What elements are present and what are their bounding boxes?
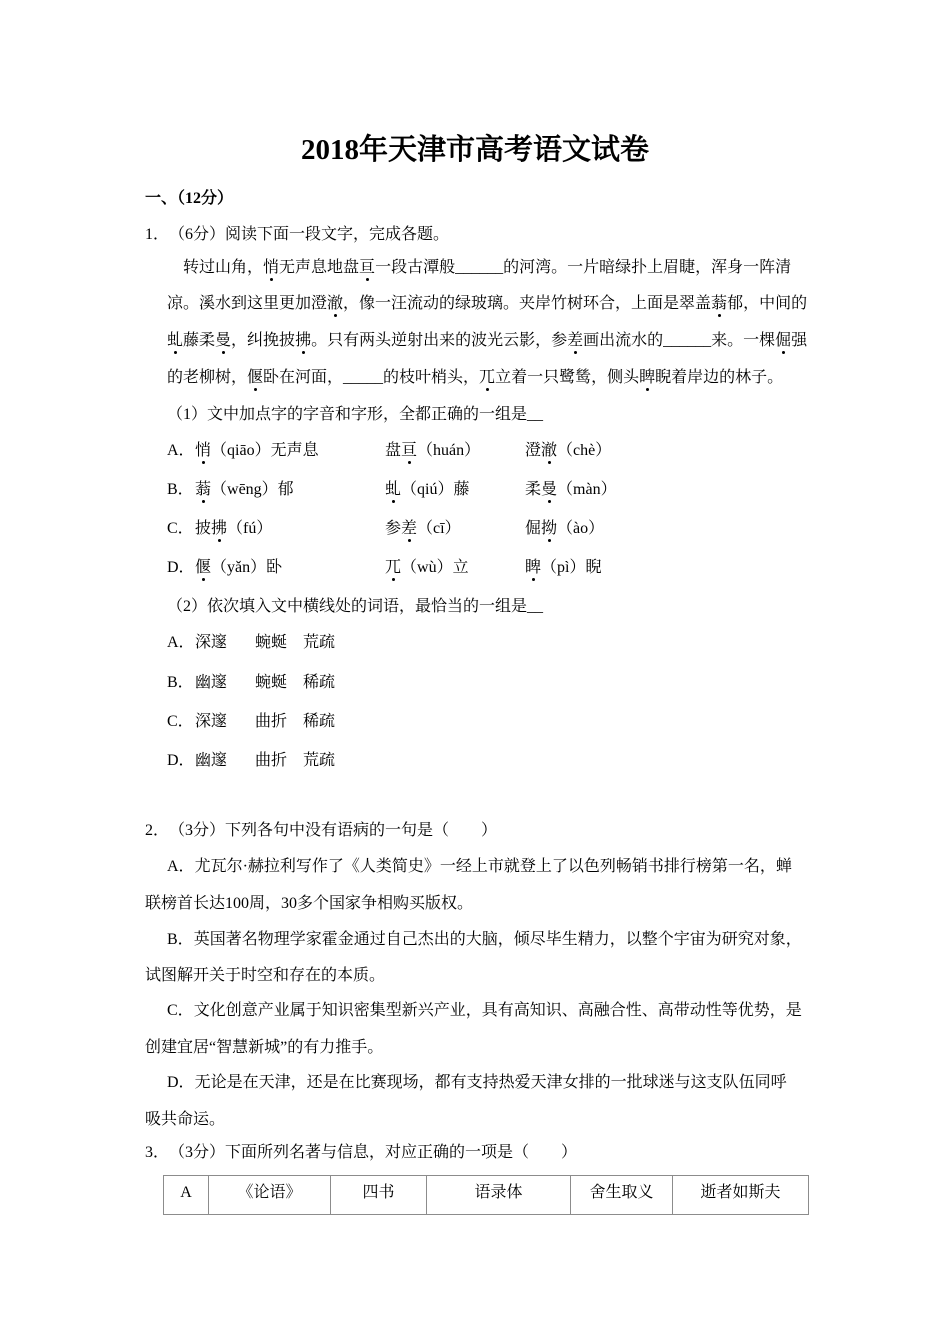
emphasized-char: 差 bbox=[401, 517, 417, 541]
option-text: （chè） bbox=[557, 442, 612, 459]
emphasized-char: 差 bbox=[567, 329, 583, 353]
emphasized-char: 曼 bbox=[215, 329, 231, 353]
option-label: A． bbox=[167, 858, 195, 875]
emphasized-char: 拂 bbox=[295, 329, 311, 353]
emphasized-char: 亘 bbox=[401, 439, 417, 463]
option-label: C． bbox=[167, 713, 194, 730]
option-text: 澄 bbox=[525, 442, 542, 459]
option-text: 文化创意产业属于知识密集型新兴产业，具有高知识、高融合性、高带动性等优势，是 bbox=[193, 1002, 802, 1019]
emphasized-char: 睥 bbox=[639, 366, 655, 390]
option-item bbox=[525, 439, 611, 463]
emphasized-char: 曼 bbox=[541, 478, 557, 502]
option-row-d bbox=[167, 556, 601, 580]
emphasized-char: 拂 bbox=[211, 517, 227, 541]
section-heading-text: 一、（12分） bbox=[145, 190, 234, 207]
option-text: （màn） bbox=[557, 481, 617, 498]
option-text: （qiāo）无声息 bbox=[211, 442, 319, 459]
passage-text: 无声息地盘 bbox=[279, 259, 360, 276]
option-word: 曲折 bbox=[255, 713, 288, 730]
option-item bbox=[525, 517, 604, 541]
option-text: （wù）立 bbox=[401, 559, 469, 576]
passage-line-2 bbox=[167, 292, 807, 316]
question-number: 1． bbox=[145, 226, 170, 243]
option-row-c bbox=[167, 710, 335, 734]
question-number: 3． bbox=[145, 1144, 170, 1161]
option-row-d bbox=[167, 749, 335, 773]
option-d-line-1 bbox=[167, 1071, 787, 1095]
option-label: D． bbox=[167, 559, 195, 576]
passage-line-3 bbox=[167, 329, 807, 353]
question-2-stem bbox=[145, 819, 497, 843]
table-cell-idea: 舍生取义 bbox=[571, 1176, 673, 1215]
option-c-line-1 bbox=[167, 999, 802, 1023]
table-row bbox=[164, 1176, 809, 1215]
option-text: 尤瓦尔·赫拉利写作了《人类简史》一经上市就登上了以色列畅销书排行榜第一名，蝉 bbox=[194, 858, 792, 875]
option-a-line-2 bbox=[145, 892, 473, 916]
table-cell-work: 《论语》 bbox=[209, 1176, 331, 1215]
question-text: （6分）阅读下面一段文字，完成各题。 bbox=[169, 226, 450, 243]
emphasized-char: 悄 bbox=[195, 439, 211, 463]
table-cell-category: 四书 bbox=[331, 1176, 427, 1215]
option-text: 倔 bbox=[525, 520, 542, 537]
option-d-line-2 bbox=[145, 1108, 225, 1132]
emphasized-char: 亘 bbox=[359, 256, 375, 280]
emphasized-char: 澈 bbox=[327, 292, 343, 316]
option-text: 参 bbox=[385, 520, 402, 537]
option-word: 蜿蜒 bbox=[255, 674, 288, 691]
option-item bbox=[195, 556, 385, 580]
passage-text: ，纠挽披 bbox=[231, 332, 296, 349]
passage-text: 睨着岸边的林子。 bbox=[655, 369, 784, 386]
works-info-table bbox=[163, 1175, 809, 1215]
table-cell-style: 语录体 bbox=[427, 1176, 571, 1215]
option-b-line-2 bbox=[145, 964, 385, 988]
emphasized-char: 虬 bbox=[385, 478, 401, 502]
option-row-b bbox=[167, 671, 335, 695]
option-row-c bbox=[167, 517, 604, 541]
passage-text: 卧在河面，_____的枝叶梢头， bbox=[263, 369, 480, 386]
option-word: 深邃 bbox=[195, 713, 228, 730]
passage-line-4 bbox=[167, 366, 783, 390]
option-text: 盘 bbox=[385, 442, 402, 459]
option-text: （pì）睨 bbox=[541, 559, 602, 576]
option-text: （fú） bbox=[227, 520, 273, 537]
option-label: C． bbox=[167, 520, 194, 537]
passage-text: 郁，中间的 bbox=[727, 295, 808, 312]
emphasized-char: 悄 bbox=[263, 256, 279, 280]
option-label: A． bbox=[167, 634, 195, 651]
option-label: B． bbox=[167, 481, 194, 498]
question-text: （3分）下列各句中没有语病的一句是（ ） bbox=[169, 822, 498, 839]
table-cell-quote: 逝者如斯夫 bbox=[673, 1176, 809, 1215]
option-text: 联榜首长达100周，30多个国家争相购买版权。 bbox=[145, 895, 474, 912]
option-word: 稀疏 bbox=[303, 713, 336, 730]
passage-text: 转过山角， bbox=[183, 259, 264, 276]
option-label: D． bbox=[167, 1074, 195, 1091]
question-number: 2． bbox=[145, 822, 170, 839]
option-text: 试图解开关于时空和存在的本质。 bbox=[145, 967, 386, 984]
emphasized-char: 虬 bbox=[167, 329, 183, 353]
emphasized-char: 偃 bbox=[195, 556, 211, 580]
subquestion-1-prompt bbox=[167, 403, 543, 427]
option-item bbox=[385, 556, 525, 580]
option-item bbox=[385, 478, 525, 502]
emphasized-char: 澈 bbox=[541, 439, 557, 463]
option-text: （qiú）藤 bbox=[401, 481, 470, 498]
emphasized-char: 蓊 bbox=[711, 292, 727, 316]
option-c-line-2 bbox=[145, 1036, 383, 1060]
option-text: 披 bbox=[195, 520, 212, 537]
option-word: 深邃 bbox=[195, 634, 228, 651]
emphasized-char: 偃 bbox=[247, 366, 263, 390]
option-text: （cī） bbox=[417, 520, 461, 537]
option-text: 无论是在天津，还是在比赛现场，都有支持热爱天津女排的一批球迷与这支队伍同呼 bbox=[194, 1074, 787, 1091]
emphasized-char: 睥 bbox=[525, 556, 541, 580]
subquestion-text: （2）依次填入文中横线处的词语，最恰当的一组是__ bbox=[167, 598, 544, 615]
subquestion-text: （1）文中加点字的字音和字形，全都正确的一组是__ bbox=[167, 406, 544, 423]
option-word: 荒疏 bbox=[303, 634, 336, 651]
option-label: D． bbox=[167, 752, 195, 769]
passage-text: 藤柔 bbox=[183, 332, 216, 349]
passage-text: 强 bbox=[791, 332, 808, 349]
option-text: 柔 bbox=[525, 481, 542, 498]
section-heading bbox=[145, 187, 233, 211]
option-label: B． bbox=[167, 674, 194, 691]
option-label: C． bbox=[167, 1002, 194, 1019]
passage-text: 画出流水的______来。一棵 bbox=[583, 332, 776, 349]
page-title: 2018年天津市高考语文试卷 bbox=[300, 134, 649, 166]
option-item bbox=[195, 517, 385, 541]
passage-text: 立着一只鹭鸶，侧头 bbox=[495, 369, 640, 386]
table-cell-option: A bbox=[164, 1176, 209, 1215]
option-word: 曲折 bbox=[255, 752, 288, 769]
passage-line-1 bbox=[183, 256, 791, 280]
option-text: （yǎn）卧 bbox=[211, 559, 283, 576]
emphasized-char: 兀 bbox=[385, 556, 401, 580]
option-b-line-1 bbox=[167, 928, 802, 952]
emphasized-char: 拗 bbox=[541, 517, 557, 541]
option-word: 幽邃 bbox=[195, 752, 228, 769]
passage-text: 凉。溪水到这里更加澄 bbox=[167, 295, 328, 312]
emphasized-char: 蓊 bbox=[195, 478, 211, 502]
option-item bbox=[385, 439, 525, 463]
passage-text: 的老柳树， bbox=[167, 369, 248, 386]
option-word: 稀疏 bbox=[303, 674, 336, 691]
option-item bbox=[525, 556, 601, 580]
option-text: （wēng）郁 bbox=[211, 481, 294, 498]
passage-text: 一段古潭般______的河湾。一片暗绿扑上眉睫，浑身一阵清 bbox=[375, 259, 792, 276]
option-item bbox=[525, 478, 617, 502]
option-item bbox=[195, 478, 385, 502]
option-row-a bbox=[167, 439, 611, 463]
option-text: 创建宜居“智慧新城”的有力推手。 bbox=[145, 1039, 384, 1056]
option-label: A． bbox=[167, 442, 195, 459]
passage-text: ，像一汪流动的绿玻璃。夹岸竹树环合，上面是翠盖 bbox=[343, 295, 712, 312]
option-word: 蜿蜒 bbox=[255, 634, 288, 651]
option-word: 荒疏 bbox=[303, 752, 336, 769]
passage-text: 。只有两头逆射出来的波光云影，参 bbox=[311, 332, 568, 349]
option-text: （huán） bbox=[417, 442, 481, 459]
option-row-a bbox=[167, 631, 335, 655]
option-text: （ào） bbox=[557, 520, 605, 537]
question-1-stem bbox=[145, 223, 449, 247]
question-text: （3分）下面所列名著与信息，对应正确的一项是（ ） bbox=[169, 1144, 578, 1161]
subquestion-2-prompt bbox=[167, 595, 543, 619]
emphasized-char: 倔 bbox=[775, 329, 791, 353]
option-text: 英国著名物理学家霍金通过自己杰出的大脑，倾尽毕生精力，以整个宇宙为研究对象， bbox=[193, 931, 802, 948]
option-item bbox=[195, 439, 385, 463]
option-word: 幽邃 bbox=[195, 674, 228, 691]
emphasized-char: 兀 bbox=[479, 366, 495, 390]
option-text: 吸共命运。 bbox=[145, 1111, 226, 1128]
option-label: B． bbox=[167, 931, 194, 948]
option-row-b bbox=[167, 478, 617, 502]
option-a-line-1 bbox=[167, 855, 792, 879]
option-item bbox=[385, 517, 525, 541]
question-3-stem bbox=[145, 1141, 577, 1165]
